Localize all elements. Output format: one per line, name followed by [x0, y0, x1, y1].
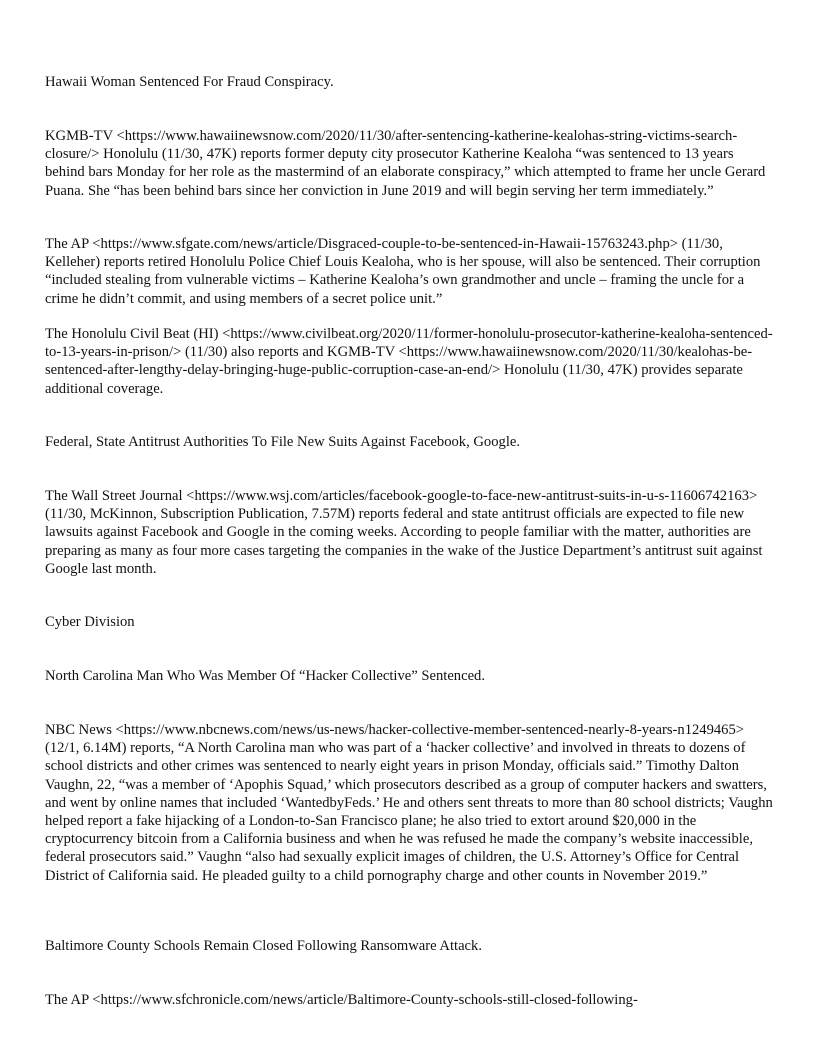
headline-baltimore: Baltimore County Schools Remain Closed Following Ransomware Attack. — [45, 938, 482, 954]
headline-hacker-collective: North Carolina Man Who Was Member Of “Hacker Collective” Sentenced. — [45, 668, 486, 684]
paragraph-ap-kealoha: The AP <https://www.sfgate.com/news/article/Disgraced-couple-to-be-sentenced-in-Hawaii-15763243.php> (11/30, Kelleher) reports retired Honolulu Police Chief Louis Kealoha, who is her spouse, will also be sentenced. Their corruption “included stealing from vulnerable victims – Katherine Kealoha’s own grandmother and uncle – framing the uncle for a crime he didn’t commit, and using members of a secret police unit.” — [45, 236, 761, 307]
paragraph-ap-baltimore: The AP <https://www.sfchronicle.com/news/article/Baltimore-County-schools-still-closed-following- — [45, 992, 638, 1008]
paragraph-kgmb: KGMB-TV <https://www.hawaiinewsnow.com/2020/11/30/after-sentencing-katherine-kealohas-string-victims-search-closure/> Honolulu (11/30, 47K) reports former deputy city prosecutor Katherine Kealoha “was sentenced to 13 years behind bars Monday for her role as the mastermind of an elaborate conspiracy,” which attempted to frame her uncle Gerard Puana. She “has been behind bars since her conviction in June 2019 and will begin serving her term immediately.” — [45, 128, 766, 199]
paragraph-civil-beat: The Honolulu Civil Beat (HI) <https://www.civilbeat.org/2020/11/former-honolulu-prosecutor-katherine-kealoha-sentenced-to-13-years-in-prison/> (11/30) also reports and KGMB-TV <https://www.hawaiinewsnow.com/2020/11/30/kealohas-be-sentenced-after-lengthy-delay-bringing-huge-public-corruption-case-an-end/> Honolulu (11/30, 47K) provides separate additional coverage. — [45, 326, 773, 397]
headline-antitrust: Federal, State Antitrust Authorities To File New Suits Against Facebook, Google. — [45, 434, 520, 450]
section-heading-cyber-division: Cyber Division — [45, 614, 135, 630]
headline-hawaii: Hawaii Woman Sentenced For Fraud Conspiracy. — [45, 74, 334, 90]
paragraph-wsj: The Wall Street Journal <https://www.wsj.com/articles/facebook-google-to-face-new-antitrust-suits-in-u-s-11606742163> (11/30, McKinnon, Subscription Publication, 7.57M) reports federal and state antitrust officials are expected to file new lawsuits against Facebook and Google in the coming weeks. According to people familiar with the matter, authorities are preparing as many as four more cases targeting the companies in the wake of the Justice Department’s antitrust suit against Google last month. — [45, 488, 763, 577]
paragraph-nbc-news: NBC News <https://www.nbcnews.com/news/us-news/hacker-collective-member-sentenced-nearly-8-years-n1249465> (12/1, 6.14M) reports, “A North Carolina man who was part of a ‘hacker collective’ and involved in threats to dozens of school districts and other crimes was sentenced to nearly eight years in prison Monday, officials said.” Timothy Dalton Vaughn, 22, “was a member of ‘Apophis Squad,’ which prosecutors described as a group of computer hackers and swatters, and went by online names that included ‘WantedbyFeds.’ He and others sent threats to more than 80 school districts; Vaughn helped report a fake hijacking of a London-to-San Francisco plane; he also tried to extort around $20,000 in the cryptocurrency bitcoin from a California business and when he was refused he made the company’s website inaccessible, federal prosecutors said.” Vaughn “also had sexually explicit images of children, the U.S. Attorney’s Office for Central District of California said. He pleaded guilty to a child pornography charge and other counts in November 2019.” — [45, 722, 773, 884]
